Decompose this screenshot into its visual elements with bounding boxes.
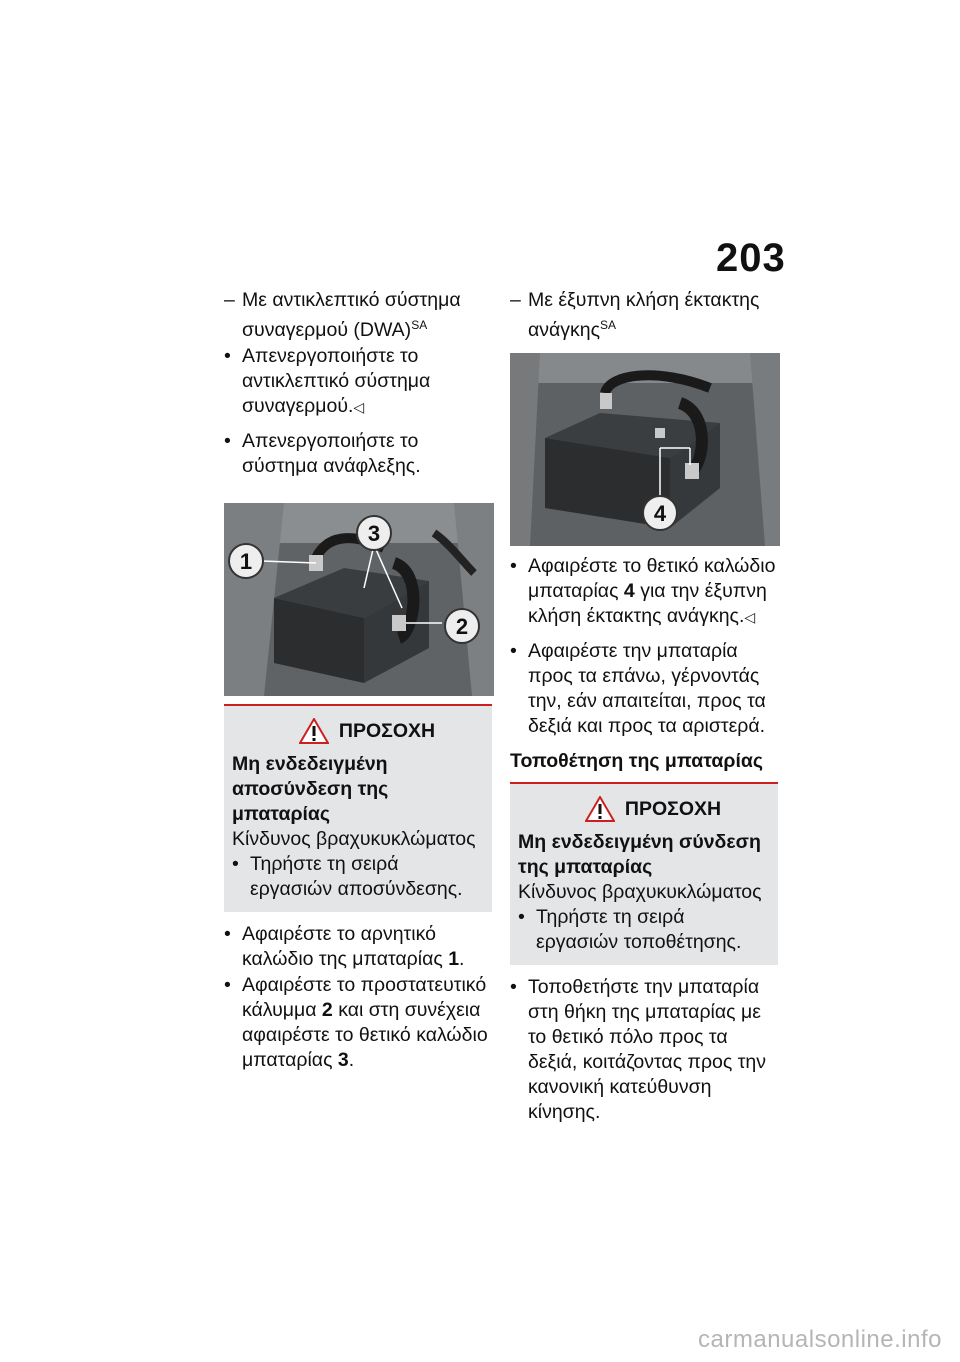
step-insert-battery bbox=[510, 975, 778, 1125]
callout-label: 2 bbox=[455, 614, 469, 639]
step-text: και στη συνέχεια αφαιρέστε το θετικό καλώδιο μπαταρίας bbox=[242, 999, 488, 1071]
battery-illustration bbox=[224, 503, 494, 696]
warning-heading: Μη ενδεδειγμένη αποσύνδεση της μπαταρίας bbox=[232, 753, 389, 825]
step-text: Απενεργοποιήστε το σύστημα ανάφλεξης. bbox=[242, 430, 421, 477]
step-text: Απενεργοποιήστε το αντικλεπτικό σύστημα συναγερμού. bbox=[242, 345, 431, 417]
condition-text: Με αντικλεπτικό σύστημα συναγερμού (DWA) bbox=[242, 289, 461, 341]
warning-box-connect bbox=[510, 782, 778, 965]
warning-bullet bbox=[518, 905, 768, 955]
warning-title: ΠΡΟΣΟΧΗ bbox=[624, 797, 722, 820]
bullet-marker: • bbox=[510, 555, 517, 577]
bullet-marker: • bbox=[224, 974, 231, 996]
step-text: για την έξυπνη κλήση έκτακτης ανάγκης. bbox=[528, 580, 767, 627]
warning-header bbox=[518, 796, 768, 822]
warning-header bbox=[232, 718, 482, 744]
bullet-marker: • bbox=[224, 345, 231, 367]
step-text: Αφαιρέστε το προστατευτικό κάλυμμα bbox=[242, 974, 487, 1021]
step-text: Τοποθετήστε την μπαταρία στη θήκη της μπαταρίας με το θετικό πόλο προς τα δεξιά, κοιτάζοντας προς την κανονική κατεύθυνση κίνησης. bbox=[528, 976, 767, 1123]
warning-subtitle: Κίνδυνος βραχυκυκλώματος bbox=[232, 828, 476, 850]
dash-marker: – bbox=[510, 289, 521, 311]
ref-number: 3 bbox=[337, 1049, 349, 1071]
warning-triangle-icon bbox=[299, 718, 329, 744]
step-text: Αφαιρέστε την μπαταρία προς τα επάνω, γέρνοντάς την, εάν απαιτείται, προς τα δεξιά και προς τα αριστερά. bbox=[528, 640, 766, 737]
bullet-marker: • bbox=[518, 906, 525, 928]
warning-bullet bbox=[232, 852, 482, 902]
step-ignition-off bbox=[224, 429, 492, 479]
callout-label: 4 bbox=[653, 501, 667, 526]
step-lift-battery bbox=[510, 639, 778, 739]
warning-heading: Μη ενδεδειγμένη σύνδεση της μπαταρίας bbox=[518, 831, 761, 878]
page-number: 203 bbox=[716, 236, 786, 280]
ref-number: 2 bbox=[321, 999, 333, 1021]
battery-illustration bbox=[510, 353, 780, 546]
bullet-marker: • bbox=[224, 430, 231, 452]
ref-number: 4 bbox=[623, 580, 635, 602]
warning-triangle-icon bbox=[585, 796, 615, 822]
bullet-marker: • bbox=[510, 976, 517, 998]
step-text: Αφαιρέστε το θετικό καλώδιο μπαταρίας bbox=[528, 555, 776, 602]
step-remove-cover-positive: • Αφαιρέστε το προστατευτικό κάλυμμα 2 και στη συνέχεια αφαιρέστε το θετικό καλώδιο μπαταρίας 3. bbox=[224, 974, 488, 1071]
bullet-marker: • bbox=[224, 923, 231, 945]
warning-bullet-text: Τηρήστε τη σειρά εργασιών αποσύνδεσης. bbox=[250, 853, 463, 900]
sa-superscript: SA bbox=[411, 318, 428, 332]
condition-dwa bbox=[224, 288, 492, 343]
bullet-marker: • bbox=[510, 640, 517, 662]
right-column bbox=[510, 288, 778, 1134]
warning-bullet-text: Τηρήστε τη σειρά εργασιών τοποθέτησης. bbox=[536, 906, 742, 953]
condition-emergency-call bbox=[510, 288, 778, 343]
condition-text: Με έξυπνη κλήση έκτακτης ανάγκης bbox=[528, 289, 760, 341]
dash-marker: – bbox=[224, 289, 235, 311]
battery-photo-1 bbox=[224, 503, 494, 696]
step-remove-negative: • Αφαιρέστε το αρνητικό καλώδιο της μπαταρίας 1. bbox=[224, 923, 465, 970]
callout-label: 1 bbox=[239, 549, 253, 574]
end-of-condition-icon: ◁ bbox=[353, 399, 365, 415]
callout-label: 3 bbox=[367, 521, 381, 546]
warning-title: ΠΡΟΣΟΧΗ bbox=[338, 719, 436, 742]
ref-number: 1 bbox=[448, 948, 460, 970]
sa-superscript: SA bbox=[600, 318, 617, 332]
watermark: carmanualsonline.info bbox=[698, 1326, 942, 1353]
step-text: Αφαιρέστε το αρνητικό καλώδιο της μπαταρίας bbox=[242, 923, 443, 970]
warning-box-disconnect bbox=[224, 704, 492, 912]
step-deactivate-alarm bbox=[224, 344, 492, 420]
left-column bbox=[224, 288, 492, 1082]
section-title: Τοποθέτηση της μπαταρίας bbox=[510, 750, 763, 772]
warning-subtitle: Κίνδυνος βραχυκυκλώματος bbox=[518, 881, 762, 903]
end-of-condition-icon: ◁ bbox=[744, 609, 756, 625]
step-remove-emergency-positive bbox=[510, 554, 778, 630]
battery-photo-2 bbox=[510, 353, 780, 546]
bullet-marker: • bbox=[232, 853, 239, 875]
